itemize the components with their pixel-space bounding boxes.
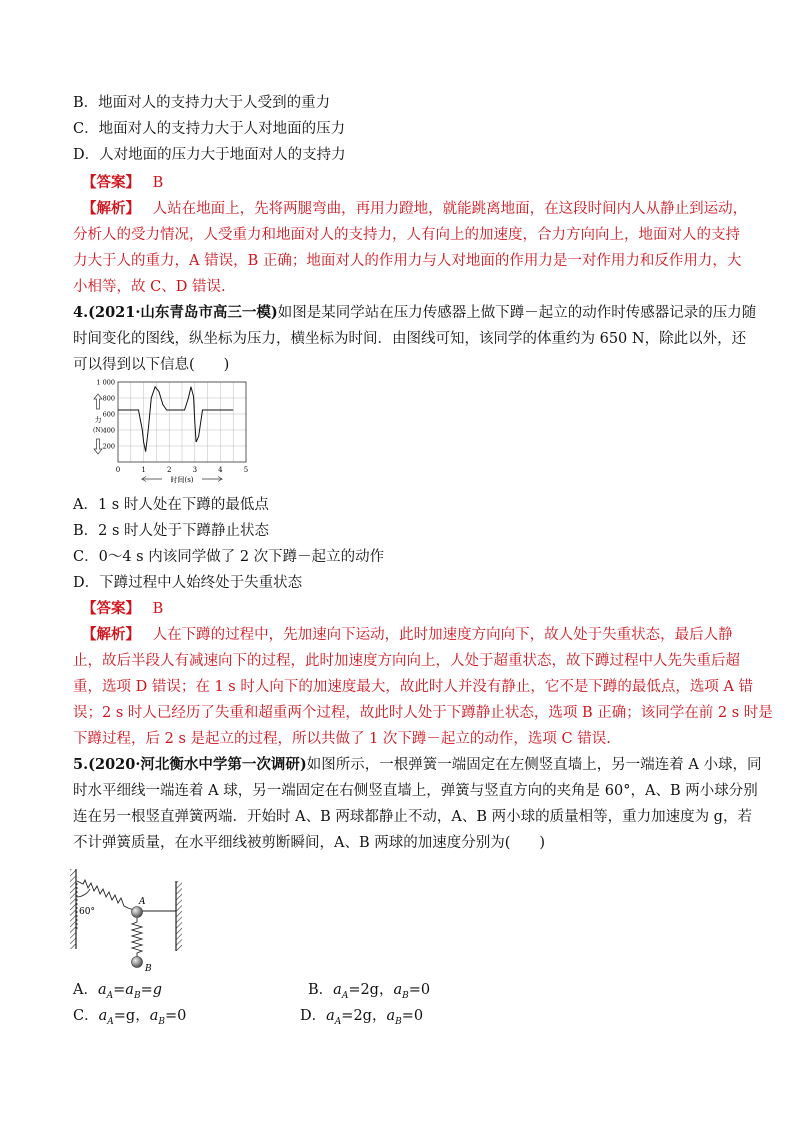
x-axis-arrow-left — [142, 477, 162, 482]
q4-option-d: D．下蹲过程中人始终处于失重状态 — [73, 575, 303, 591]
y-tick-label: 1 000 — [96, 378, 115, 387]
q5-stem-line-1: 5.(2020·河北衡水中学第一次调研)如图所示，一根弹簧一端固定在左侧竖直墙上，另一端连着 A 小球，同 — [73, 756, 762, 773]
q4-option-b: B．2 s 时人处于下蹲静止状态 — [73, 523, 270, 539]
vertical-spring — [132, 918, 142, 957]
left-wall-hatch — [70, 869, 76, 949]
q4-option-a: A．1 s 时人处在下蹲的最低点 — [73, 497, 269, 513]
q4-analysis-line-3: 重，选项 D 错误；在 1 s 时人向下的加速度最大，故此时人并没有静止，它不是下蹲的最低点，选项 A 错 — [73, 679, 754, 695]
q5-source: (2020·河北衡水中学第一次调研) — [88, 756, 307, 773]
q3-analysis-line-3: 力大于人的重力，A 错误，B 正确；地面对人的作用力与人对地面的作用力是一对作用力和反作用力，大 — [73, 253, 742, 269]
q4-answer-value: B — [152, 601, 164, 617]
y-axis-arrow-up — [94, 394, 102, 409]
y-tick-label: 400 — [102, 426, 115, 435]
q3-answer — [82, 173, 163, 193]
q5-number: 5. — [73, 756, 89, 773]
y-axis-arrow-down — [94, 439, 102, 454]
force-series-line — [118, 387, 233, 452]
y-axis-unit: (N) — [93, 427, 103, 434]
ball-a — [132, 907, 143, 918]
q4-analysis-line-2: 止，故后半段人有减速向下的过程，此时加速度方向向上，人处于超重状态，故下蹲过程中人先失重后超 — [73, 653, 740, 669]
diagonal-spring — [77, 880, 134, 910]
q3-analysis-line-1: 【解析】 人站在地面上，先将两腿弯曲，再用力蹬地，就能跳离地面，在这段时间内人从静止到运动， — [82, 200, 748, 217]
y-axis-label: 力 — [94, 416, 102, 424]
q3-analysis-line-2: 分析人的受力情况，人受重力和地面对人的支持力，人有向上的加速度，合力方向向上，地面对人的支持 — [73, 227, 740, 243]
q3-answer-label: 【答案】 — [82, 174, 140, 191]
angle-arc — [77, 889, 90, 897]
q4-analysis-line-1: 【解析】 人在下蹲的过程中，先加速向下运动，此时加速度方向向下，故人处于失重状态，最后人静 — [82, 626, 733, 643]
y-tick-label: 600 — [102, 410, 115, 419]
x-tick-label: 3 — [192, 466, 198, 474]
y-tick-label: 200 — [102, 442, 115, 451]
ball-b — [132, 957, 143, 968]
q3-analysis-line-4: 小相等，故 C、D 错误. — [73, 279, 226, 295]
q5-stem-line-2: 时水平细线一端连着 A 球，另一端固定在右侧竖直墙上，弹簧与竖直方向的夹角是 60°，A、B 两小球分别 — [73, 783, 758, 799]
ball-b-label: B — [145, 964, 152, 974]
spring-ball-diagram — [68, 855, 188, 975]
x-tick-label: 1 — [141, 466, 146, 474]
q4-stem-line-1: 4.(2021·山东青岛市高三一模)如图是某同学站在压力传感器上做下蹲－起立的动作时传感器记录的压力随 — [73, 304, 757, 321]
angle-label: 60° — [79, 907, 95, 917]
x-tick-label: 5 — [243, 466, 249, 474]
q3-option-c: C．地面对人的支持力大于人对地面的压力 — [73, 121, 346, 137]
x-tick-label: 0 — [115, 466, 121, 474]
q5-stem-line-4: 不计弹簧质量，在水平细线被剪断瞬间，A、B 两球的加速度分别为( ) — [73, 835, 546, 851]
q3-option-b: B．地面对人的支持力大于人受到的重力 — [73, 95, 331, 111]
x-tick-label: 2 — [166, 466, 172, 474]
q3-analysis-label: 【解析】 — [82, 200, 140, 217]
q5-option-a: A．$a_A=a_B=g$ — [73, 982, 162, 1001]
q4-analysis-label: 【解析】 — [82, 626, 140, 643]
q3-option-d: D．人对地面的压力大于地面对人的支持力 — [73, 147, 346, 163]
q3-answer-value: B — [152, 175, 164, 191]
q4-answer-label: 【答案】 — [82, 600, 140, 617]
q4-option-c: C．0～4 s 内该同学做了 2 次下蹲－起立的动作 — [73, 549, 385, 565]
q5-option-c: C．$a_A=g$，$a_B=0$ — [73, 1008, 187, 1027]
x-tick-label: 4 — [218, 466, 223, 474]
q4-answer — [82, 599, 163, 619]
q5-stem-line-3: 连在另一根竖直弹簧两端．开始时 A、B 两球都静止不动，A、B 两小球的质量相等，重力加速度为 g，若 — [73, 809, 752, 825]
right-wall-hatch — [176, 881, 182, 951]
q5-option-d: D．$a_A=2g$，$a_B=0$ — [300, 1008, 424, 1027]
x-axis-arrow-right — [202, 477, 222, 482]
y-tick-label: 800 — [102, 394, 115, 403]
force-time-chart — [86, 376, 266, 486]
q4-stem-line-3: 可以得到以下信息( ) — [73, 357, 230, 373]
q4-number: 4. — [73, 304, 89, 321]
q4-analysis-line-4: 误；2 s 时人已经历了失重和超重两个过程，故此时人处于下蹲静止状态，选项 B 正确；该同学在前 2 s 时是 — [73, 705, 773, 721]
q4-stem-line-2: 时间变化的图线，纵坐标为压力，横坐标为时间．由图线可知，该同学的体重约为 650 N，除此以外，还 — [73, 331, 747, 347]
q4-analysis-line-5: 下蹲过程，后 2 s 是起立的过程，所以共做了 1 次下蹲－起立的动作，选项 C 错误. — [73, 731, 611, 747]
q4-source: (2021·山东青岛市高三一模) — [88, 304, 278, 321]
x-axis-label: 时间(s) — [170, 476, 194, 484]
ball-a-label: A — [139, 897, 146, 907]
q5-option-b: B．$a_A=2g$，$a_B=0$ — [308, 982, 431, 1001]
